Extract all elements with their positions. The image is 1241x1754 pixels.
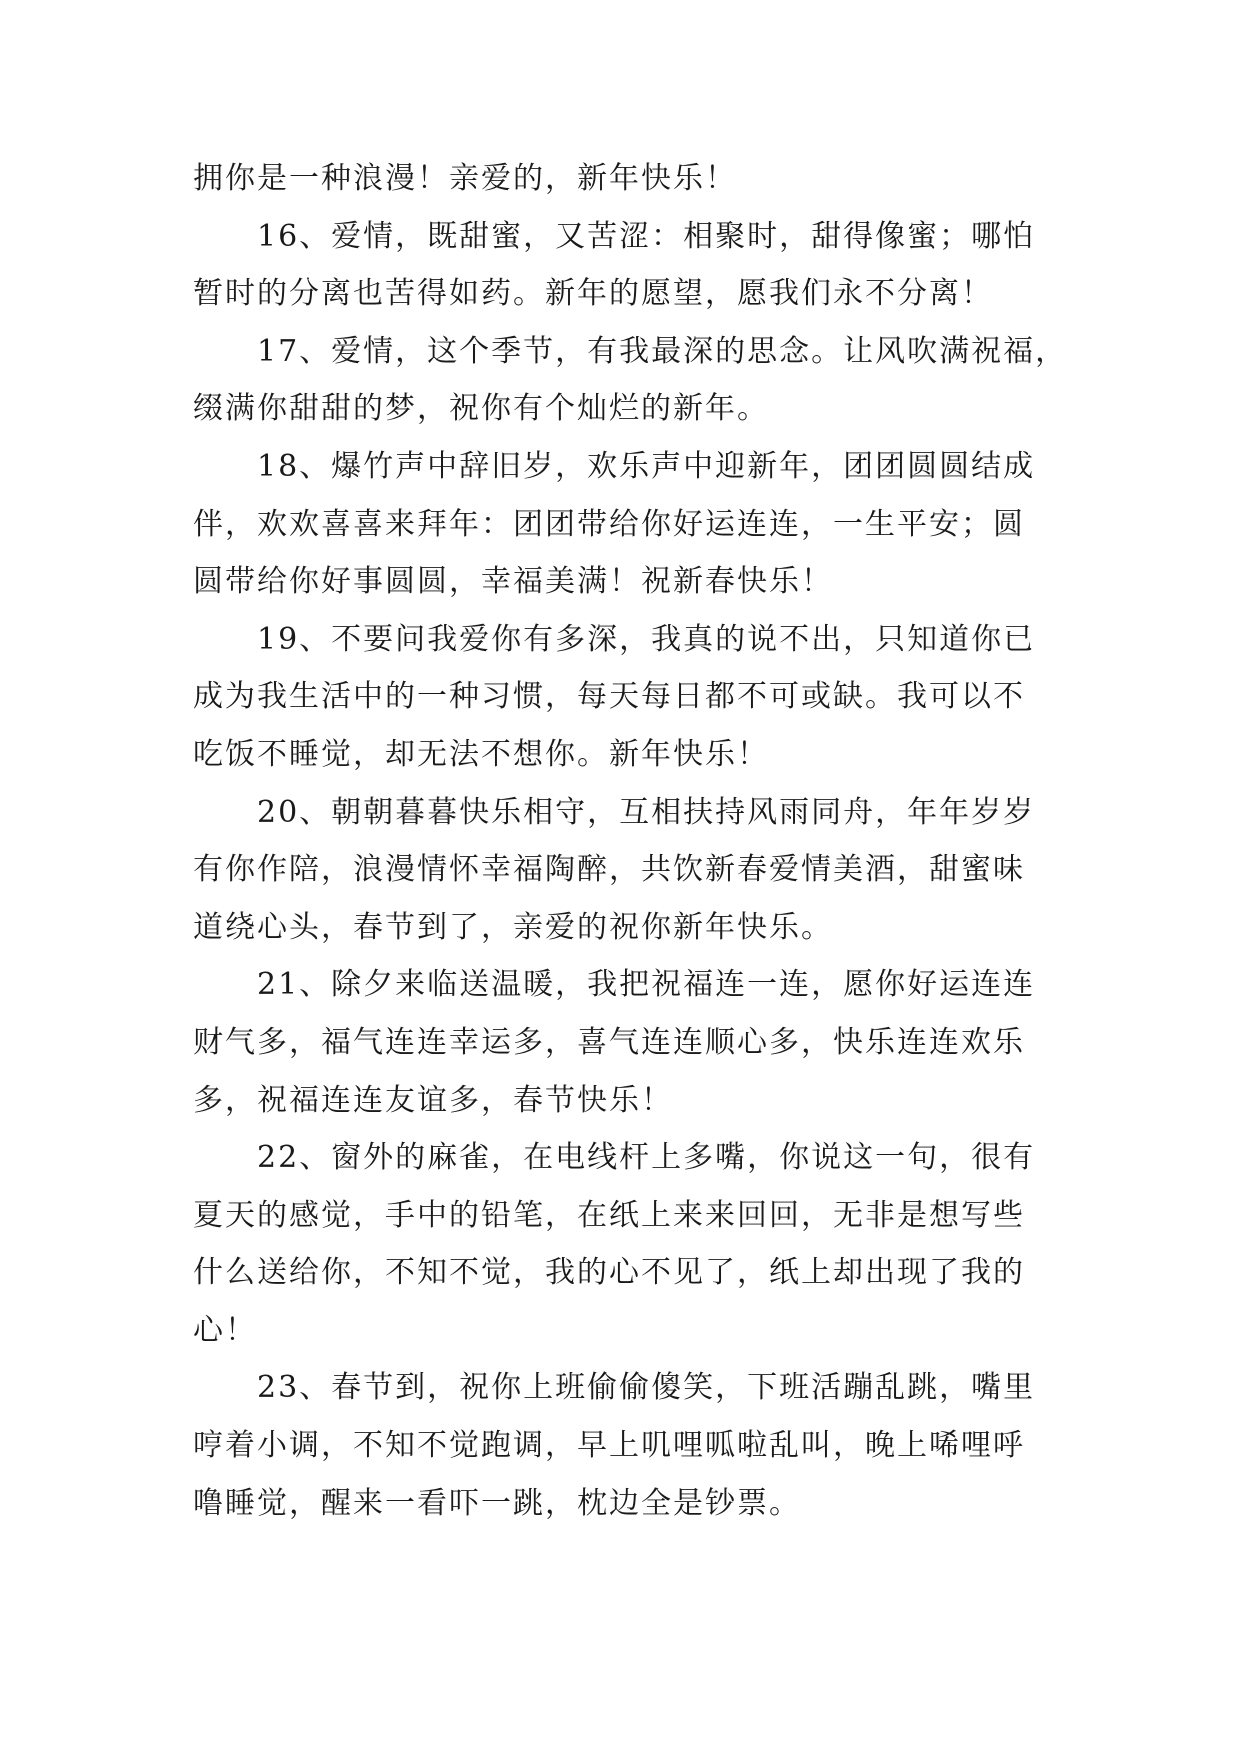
- text-line: 道绕心头，春节到了，亲爱的祝你新年快乐。: [193, 909, 833, 945]
- text-line: 有你作陪，浪漫情怀幸福陶醉，共饮新春爱情美酒，甜蜜味: [193, 852, 1025, 888]
- text-line: 暂时的分离也苦得如药。新年的愿望，愿我们永不分离！: [193, 276, 993, 312]
- text-line: 18、爆竹声中辞旧岁，欢乐声中迎新年，团团圆圆结成: [257, 448, 1036, 484]
- text-line: 夏天的感觉，手中的铅笔，在纸上来来回回，无非是想写些: [193, 1197, 1025, 1233]
- text-line: 多，祝福连连友谊多，春节快乐！: [193, 1082, 673, 1118]
- text-line: 23、春节到，祝你上班偷偷傻笑，下班活蹦乱跳，嘴里: [257, 1370, 1036, 1406]
- text-line: 缀满你甜甜的梦，祝你有个灿烂的新年。: [193, 391, 769, 427]
- text-line: 17、爱情，这个季节，有我最深的思念。让风吹满祝福，: [257, 333, 1068, 369]
- text-line: 圆带给你好事圆圆，幸福美满！祝新春快乐！: [193, 564, 833, 600]
- text-line: 成为我生活中的一种习惯，每天每日都不可或缺。我可以不: [193, 679, 1025, 715]
- text-line: 21、除夕来临送温暖，我把祝福连一连，愿你好运连连: [257, 967, 1036, 1003]
- text-line: 22、窗外的麻雀，在电线杆上多嘴，你说这一句，很有: [257, 1140, 1036, 1176]
- text-line: 伴，欢欢喜喜来拜年：团团带给你好运连连，一生平安；圆: [193, 506, 1025, 542]
- text-line: 噜睡觉，醒来一看吓一跳，枕边全是钞票。: [193, 1485, 801, 1521]
- text-line: 心！: [193, 1312, 257, 1348]
- text-line: 哼着小调，不知不觉跑调，早上叽哩呱啦乱叫，晚上唏哩呼: [193, 1428, 1025, 1464]
- text-line: 19、不要问我爱你有多深，我真的说不出，只知道你已: [257, 621, 1036, 657]
- text-line: 16、爱情，既甜蜜，又苦涩：相聚时，甜得像蜜；哪怕: [257, 218, 1036, 254]
- text-line: 财气多，福气连连幸运多，喜气连连顺心多，快乐连连欢乐: [193, 1024, 1025, 1060]
- text-line: 什么送给你，不知不觉，我的心不见了，纸上却出现了我的: [193, 1255, 1025, 1291]
- text-line: 吃饭不睡觉，却无法不想你。新年快乐！: [193, 736, 769, 772]
- body-text: [193, 150, 1068, 1532]
- text-line: 拥你是一种浪漫！亲爱的，新年快乐！: [193, 161, 737, 196]
- text-line: 20、朝朝暮暮快乐相守，互相扶持风雨同舟，年年岁岁: [257, 794, 1036, 830]
